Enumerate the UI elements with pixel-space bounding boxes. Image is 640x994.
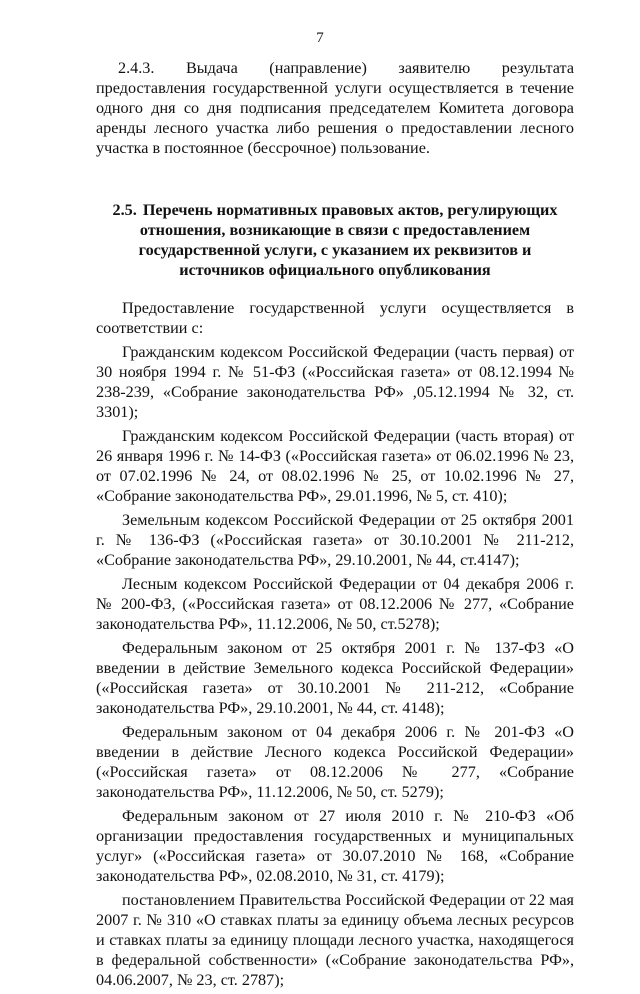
legal-act-item: Земельным кодексом Российской Федерации от 25 октября 2001 г. № 136-ФЗ («Российская газета» от 30.10.2001 № 211-212, «Собрание законодательства РФ», 29.10.2001, № 44, ст.4147); <box>96 511 574 569</box>
legal-act-item: Федеральным законом от 04 декабря 2006 г. № 201-ФЗ «О введении в действие Лесного кодекса Российской Федерации» («Российская газета» от 08.12.2006 № 277, «Собрание законодательства РФ», 11.12.2006, № 50, ст. 5279); <box>96 723 574 801</box>
document-body <box>96 58 574 994</box>
legal-act-item: Лесным кодексом Российской Федерации от 04 декабря 2006 г. № 200-ФЗ, («Российская газета» от 08.12.2006 № 277, «Собрание законодательства РФ», 11.12.2006, № 50, ст.5278); <box>96 575 574 633</box>
page-number: 7 <box>316 30 324 46</box>
section-2-5-intro: Предоставление государственной услуги осуществляется в соответствии с: <box>96 299 574 337</box>
paragraph-2-4-3: 2.4.3. Выдача (направление) заявителю результата предоставления государственной услуги осуществляется в течение одного дня со дня подписания председателем Комитета договора аренды лесного участка либо решения о предоставлении лесного участка в постоянное (бессрочное) пользование. <box>96 59 574 157</box>
legal-act-item: Федеральным законом от 25 октября 2001 г. № 137-ФЗ «О введении в действие Земельного кодекса Российской Федерации» («Российская газета» от 30.10.2001 № 211-212, «Собрание законодательства РФ», 29.10.2001, № 44, ст. 4148); <box>96 639 574 717</box>
legal-act-item: Гражданским кодексом Российской Федерации (часть первая) от 30 ноября 1994 г. № 51-ФЗ («Российская газета» от 08.12.1994 № 238-239, «Собрание законодательства РФ» ,05.12.1994 № 32, ст. 3301); <box>96 343 574 421</box>
section-2-5-number: 2.5. <box>112 201 137 219</box>
legal-act-item: Гражданским кодексом Российской Федерации (часть вторая) от 26 января 1996 г. № 14-ФЗ («Российская газета» от 06.02.1996 № 23, от 07.02.1996 № 24, от 08.02.1996 № 25, от 10.02.1996 № 27, «Собрание законодательства РФ», 29.01.1996, № 5, ст. 410); <box>96 427 574 505</box>
legal-act-item: Федеральным законом от 27 июля 2010 г. № 210-ФЗ «Об организации предоставления государственных и муниципальных услуг» («Российская газета» от 30.07.2010 № 168, «Собрание законодательства РФ», 02.08.2010, № 31, ст. 4179); <box>96 807 574 885</box>
section-2-5-heading <box>100 200 570 280</box>
legal-act-item: постановлением Правительства Российской Федерации от 22 мая 2007 г. № 310 «О ставках платы за единицу объема лесных ресурсов и ставках платы за единицу площади лесного участка, находящегося в федеральной собственности» («Собрание законодательства РФ», 04.06.2007, № 23, ст. 2787); <box>96 891 574 989</box>
section-2-5-title: Перечень нормативных правовых актов, регулирующих отношения, возникающие в связи с предоставлением государственной услуги, с указанием их реквизитов и источников официального опубликования <box>138 201 558 279</box>
